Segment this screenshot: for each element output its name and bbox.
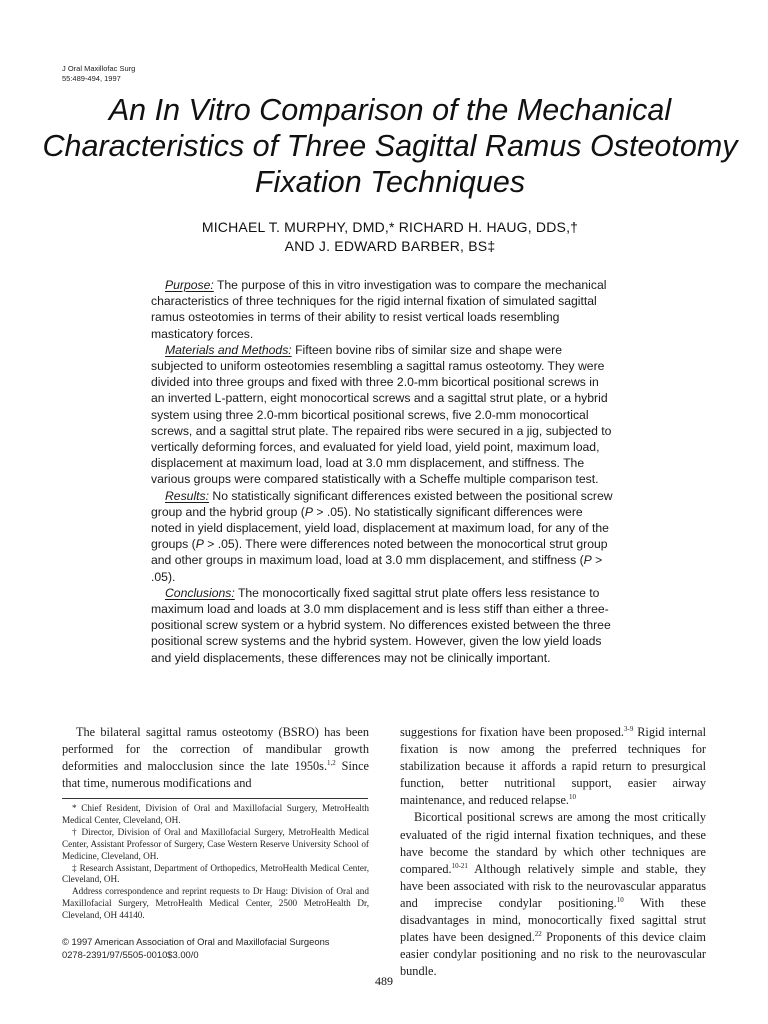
- citation-superscript: 3-9: [623, 724, 634, 733]
- article-title: An In Vitro Comparison of the Mechanical Characteristics of Three Sagittal Ramus Osteotomy Fixation Techniques: [42, 93, 738, 199]
- results-text-b: > .05). No statistically significant differences were noted in yield displacement, yield load, displacement at maximum load, for any of the groups (: [151, 504, 609, 552]
- body-column-right: [400, 724, 706, 980]
- body-paragraph: [62, 724, 369, 792]
- methods-text: Fifteen bovine ribs of similar size and shape were subjected to uniform osteotomies resembling a sagittal ramus osteotomy. They were divided into three groups and fixed with three 2.0-mm bicortical positional screws in an inverted L-pattern, eight monocortical screws and a sagittal strut plate, or a hybrid system using three 2.0-mm bicortical positional screws, five 2.0-mm monocortical screws, and a sagittal strut plate. The repaired ribs were secured in a jig, subjected to vertically deforming forces, and evaluated for yield load, yield point, maximum load, displacement at maximum load, load at 3.0 mm displacement, and stiffness. The various groups were compared statistically with a Scheffe multiple comparison test.: [151, 342, 612, 487]
- body-text: Bicortical positional screws are among the most critically evaluated of the rigid internal fixation techniques, and these have become the standard by which other techniques are compared.: [400, 810, 706, 876]
- body-text: Although relatively simple and stable, they have been associated with risk to the neurovascular apparatus and imprecise condylar positioning.: [400, 861, 706, 910]
- footnotes: [62, 803, 369, 922]
- abstract-methods: [151, 342, 615, 488]
- body-column-left: [62, 724, 369, 792]
- citation-superscript: 22: [534, 930, 542, 939]
- abstract-purpose: [151, 277, 615, 342]
- body-paragraph: [400, 809, 706, 980]
- abstract-results: [151, 488, 615, 585]
- conclusions-heading: Conclusions:: [165, 585, 235, 600]
- results-p-value-1: P: [304, 504, 313, 519]
- citation-superscript: 10: [616, 895, 624, 904]
- abstract-conclusions: [151, 585, 615, 666]
- results-p-value-2: P: [195, 537, 204, 552]
- page-number: 489: [375, 974, 393, 988]
- body-text: The bilateral sagittal ramus osteotomy (BSRO) has been performed for the correction of mandibular growth deformities and malocclusion since the late 1950s.: [62, 725, 369, 774]
- results-text-c: > .05). There were differences noted between the monocortical strut group and other groups in maximum load, load at 3.0 mm displacement, and stiffness (: [151, 537, 608, 568]
- abstract: [151, 277, 615, 666]
- authors-line-1: MICHAEL T. MURPHY, DMD,* RICHARD H. HAUG, DDS,†: [201, 219, 579, 235]
- footnote-2: † Director, Division of Oral and Maxillofacial Surgery, MetroHealth Medical Center, Assistant Professor of Surgery, Case Western Reserve University School of Medicine, Cleveland, OH.: [62, 826, 369, 861]
- footnote-3: ‡ Research Assistant, Department of Orthopedics, MetroHealth Medical Center, Cleveland, OH.: [62, 862, 369, 885]
- citation-superscript: 1,2: [327, 759, 336, 768]
- body-text: Since that time, numerous modifications and: [62, 759, 369, 791]
- body-text: Proponents of this device claim easier condylar positioning and no risk to the neurovascular bundle.: [400, 930, 706, 979]
- body-paragraph: [400, 724, 706, 809]
- issn-line: 0278-2391/97/5505-0010$3.00/0: [62, 949, 199, 960]
- journal-citation: [62, 64, 135, 84]
- journal-name: J Oral Maxillofac Surg: [62, 64, 136, 73]
- methods-heading: Materials and Methods:: [165, 342, 292, 357]
- conclusions-text: The monocortically fixed sagittal strut plate offers less resistance to maximum load and loads at 3.0 mm displacement and is less stiff than either a three-positional screw system or a hybrid system. No differences existed between the three positional screw systems and the hybrid system. However, given the low yield loads and yield displacements, these differences may not be clinically important.: [151, 585, 611, 665]
- authors-line-2: AND J. EDWARD BARBER, BS‡: [284, 238, 496, 254]
- copyright-line: © 1997 American Association of Oral and Maxillofacial Surgeons: [62, 936, 330, 947]
- results-heading: Results:: [165, 488, 210, 503]
- author-list: [130, 218, 650, 256]
- results-text-d: > .05).: [151, 553, 603, 584]
- copyright-block: [62, 935, 372, 961]
- citation-superscript: 10: [569, 793, 576, 802]
- citation-superscript: 10-21: [451, 861, 468, 870]
- results-text-a: No statistically significant differences existed between the positional screw group and the hybrid group (: [151, 488, 613, 519]
- journal-volume: 55:489-494, 1997: [62, 74, 121, 83]
- results-p-value-3: P: [583, 553, 592, 568]
- body-text: suggestions for fixation have been proposed.: [400, 725, 624, 739]
- footnote-4: Address correspondence and reprint requests to Dr Haug: Division of Oral and Maxillofacial Surgery, MetroHealth Medical Center, 2500 MetroHealth Dr, Cleveland, OH 44140.: [62, 886, 369, 921]
- body-text: Rigid internal fixation is now among the preferred techniques for stabilization because it affords a rapid return to presurgical function, better nutritional support, easier airway maintenance, and reduced relapse.: [400, 725, 706, 808]
- body-text: With these disadvantages in mind, monocortically fixed sagittal strut plates have been designed.: [400, 895, 707, 945]
- purpose-text: The purpose of this in vitro investigation was to compare the mechanical characteristics of three techniques for the rigid internal fixation of simulated sagittal ramus osteotomies in terms of their ability to resist vertical loads resembling masticatory forces.: [151, 278, 607, 341]
- purpose-heading: Purpose:: [165, 278, 214, 292]
- footnote-1: * Chief Resident, Division of Oral and Maxillofacial Surgery, MetroHealth Medical Center, Cleveland, OH.: [62, 803, 369, 825]
- footnote-divider: [62, 798, 368, 799]
